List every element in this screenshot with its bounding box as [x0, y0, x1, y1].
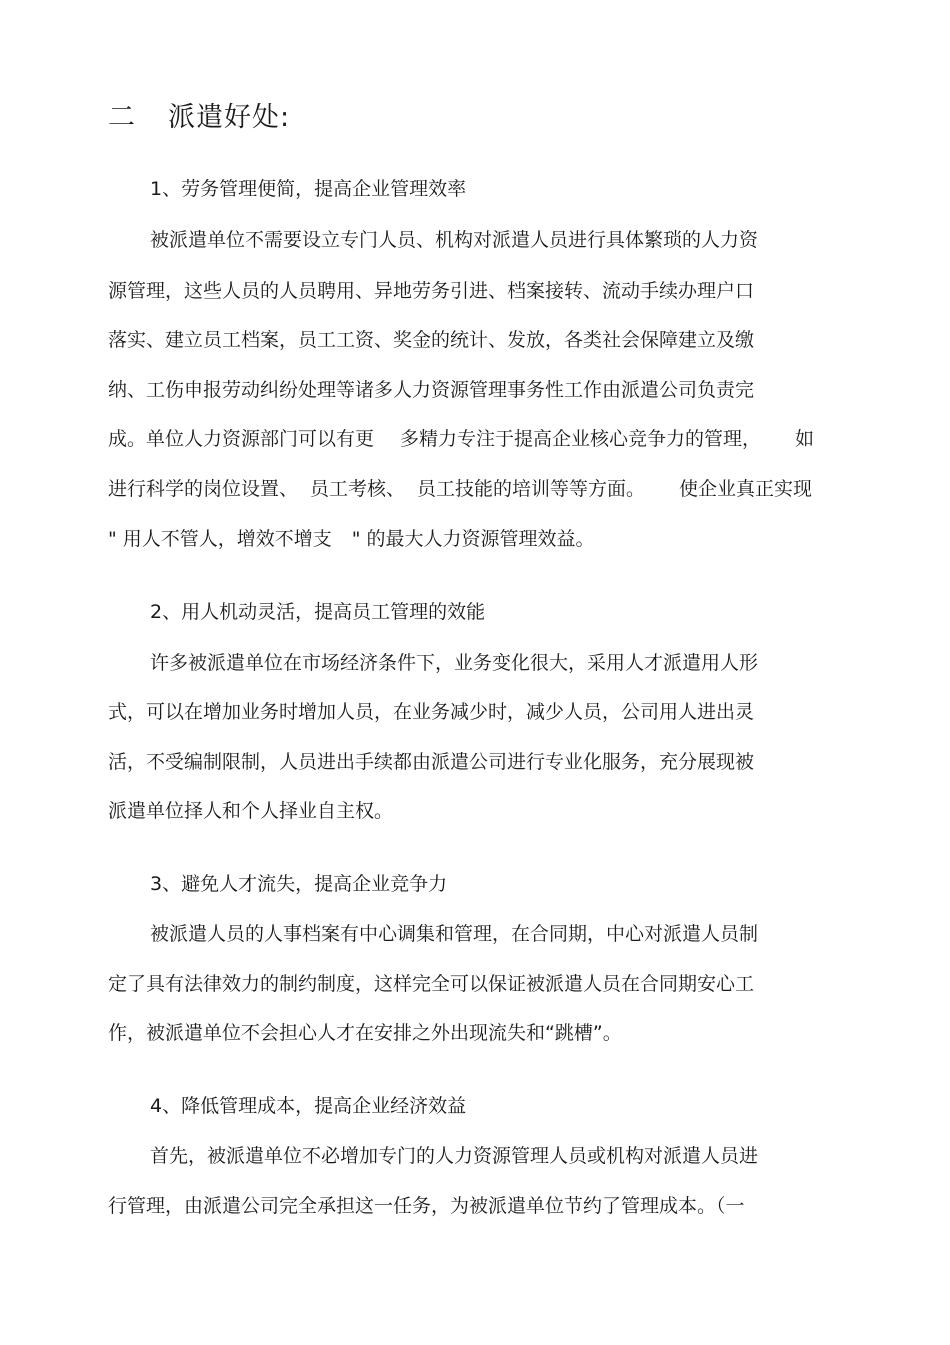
paragraph-line: 式，可以在增加业务时增加人员，在业务减少时，减少人员，公司用人进出灵: [108, 701, 755, 723]
subsection-title-3: 3、避免人才流失，提高企业竞争力: [150, 873, 448, 895]
section-heading: [108, 98, 290, 138]
paragraph-line: 许多被派遣单位在市场经济条件下，业务变化很大，采用人才派遣用人形: [150, 652, 759, 674]
text-run: " 的最大人力资源管理效益。: [351, 528, 595, 550]
text-run: " 用人不管人，增效不增支: [108, 528, 332, 550]
paragraph-line: 定了具有法律效力的制约制度，这样完全可以保证被派遣人员在合同期安心工: [108, 973, 755, 995]
text-run: 员工技能的培训等等方面。: [417, 478, 646, 500]
text-run: 如: [795, 428, 815, 450]
paragraph-line: 首先，被派遣单位不必增加专门的人力资源管理人员或机构对派遣人员进: [150, 1145, 759, 1167]
section-number: 二: [108, 102, 136, 133]
text-run: 员工考核、: [310, 478, 406, 500]
paragraph-line: 作，被派遣单位不会担心人才在安排之外出现流失和“跳槽”。: [108, 1022, 622, 1044]
text-run: 多精力专注于提高企业核心竞争力的管理，: [400, 428, 762, 450]
paragraph-line: 落实、建立员工档案，员工工资、奖金的统计、发放，各类社会保障建立及缴: [108, 329, 755, 351]
paragraph-line: 纳、工伤申报劳动纠纷处理等诸多人力资源管理事务性工作由派遣公司负责完: [108, 379, 755, 401]
paragraph-line: 派遣单位择人和个人择业自主权。: [108, 800, 394, 822]
text-run: 使企业真正实现: [679, 478, 813, 500]
paragraph-line: [108, 424, 814, 454]
paragraph-line: 被派遣人员的人事档案有中心调集和管理，在合同期，中心对派遣人员制: [150, 923, 759, 945]
subsection-title-4: 4、降低管理成本，提高企业经济效益: [150, 1095, 467, 1117]
text-run: 进行科学的岗位设置、: [108, 478, 299, 500]
text-run: 成。单位人力资源部门可以有更: [108, 428, 375, 450]
subsection-title-1: 1、劳务管理便简，提高企业管理效率: [150, 178, 467, 200]
paragraph-line: 源管理，这些人员的人员聘用、异地劳务引进、档案接转、流动手续办理户口: [108, 280, 755, 302]
subsection-title-2: 2、用人机动灵活，提高员工管理的效能: [150, 601, 486, 623]
paragraph-line: 活，不受编制限制，人员进出手续都由派遣公司进行专业化服务，充分展现被: [108, 751, 755, 773]
paragraph-line: 行管理，由派遣公司完全承担这一任务，为被派遣单位节约了管理成本。（一: [108, 1195, 745, 1217]
section-title: 派遣好处:: [168, 102, 291, 133]
paragraph-line: [108, 524, 595, 554]
paragraph-line: 被派遣单位不需要设立专门人员、机构对派遣人员进行具体繁琐的人力资: [150, 229, 759, 251]
paragraph-line: [108, 474, 812, 504]
